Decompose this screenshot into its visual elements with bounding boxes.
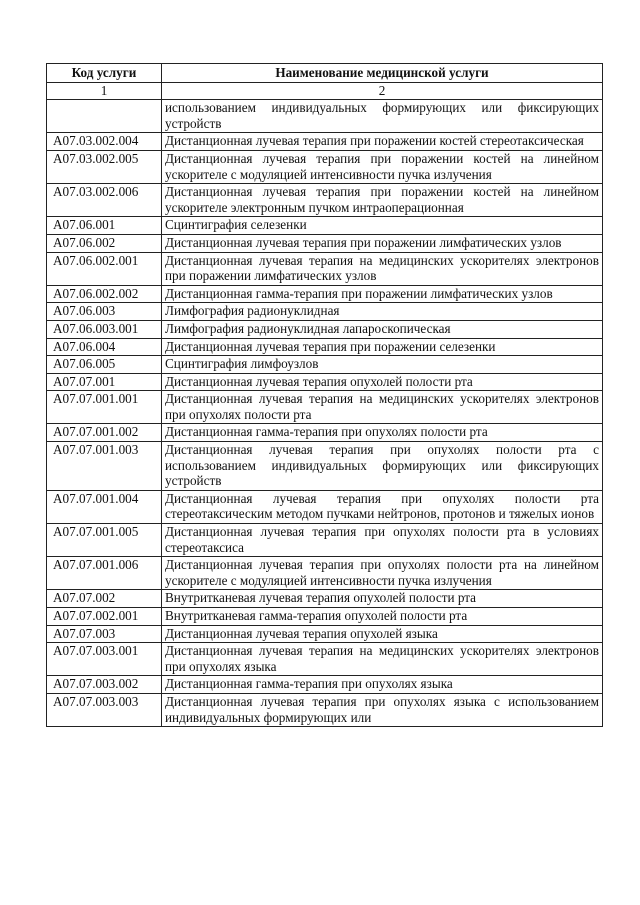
table-row [47,693,603,726]
service-code: A07.06.003 [47,303,162,321]
service-code: A07.07.003 [47,625,162,643]
service-name: Дистанционная лучевая терапия при опухолях полости рта с использованием индивидуальных формирующих или фиксирующих устройств [162,442,603,491]
service-name: Дистанционная лучевая терапия на медицинских ускорителях электронов при опухолях языка [162,643,603,676]
table-row [47,524,603,557]
table-row [47,373,603,391]
table-row [47,590,603,608]
service-name: Сцинтиграфия лимфоузлов [162,356,603,374]
service-code: A07.07.003.002 [47,676,162,694]
service-code: A07.03.002.006 [47,184,162,217]
service-name: Дистанционная лучевая терапия при поражении костей на линейном ускорителе с модуляцией интенсивности пучка излучения [162,150,603,183]
table-row [47,557,603,590]
service-code: A07.07.002.001 [47,608,162,626]
table-row [47,184,603,217]
column-number-row [47,82,603,100]
service-code: A07.06.005 [47,356,162,374]
service-name: Сцинтиграфия селезенки [162,217,603,235]
service-code: A07.07.001 [47,373,162,391]
service-code: A07.07.003.003 [47,693,162,726]
table-row [47,150,603,183]
service-name: Дистанционная лучевая терапия на медицинских ускорителях электронов при опухолях полости рта [162,391,603,424]
table-row [47,338,603,356]
table-row [47,676,603,694]
table-row [47,217,603,235]
table-row [47,625,603,643]
service-name: Дистанционная лучевая терапия при опухолях полости рта в условиях стереотаксиса [162,524,603,557]
service-name: Дистанционная лучевая терапия при опухолях полости рта стереотаксическим методом пучками нейтронов, протонов и тяжелых ионов [162,490,603,523]
document-page [46,63,602,727]
table-row [47,356,603,374]
service-code: A07.03.002.004 [47,133,162,151]
service-code: A07.07.001.003 [47,442,162,491]
service-code [47,100,162,133]
table-row [47,320,603,338]
service-name: Дистанционная лучевая терапия при поражении костей на линейном ускорителе электронным пучком интраоперационная [162,184,603,217]
table-row [47,303,603,321]
table-row [47,442,603,491]
service-name: Дистанционная гамма-терапия при опухолях полости рта [162,424,603,442]
service-code: A07.06.002.002 [47,285,162,303]
service-name: Дистанционная лучевая терапия опухолей полости рта [162,373,603,391]
table-row [47,252,603,285]
service-code: A07.03.002.005 [47,150,162,183]
table-row [47,100,603,133]
service-name: Внутритканевая лучевая терапия опухолей полости рта [162,590,603,608]
service-name: Дистанционная лучевая терапия при опухолях языка с использованием индивидуальных формирующих или [162,693,603,726]
service-name: использованием индивидуальных формирующих или фиксирующих устройств [162,100,603,133]
service-name: Дистанционная лучевая терапия при поражении селезенки [162,338,603,356]
column-number-code: 1 [47,82,162,100]
table-row [47,285,603,303]
table-row [47,133,603,151]
service-name: Дистанционная лучевая терапия при опухолях полости рта на линейном ускорителе с модуляцией интенсивности пучка излучения [162,557,603,590]
service-code: A07.07.001.005 [47,524,162,557]
service-code: A07.07.003.001 [47,643,162,676]
service-code: A07.07.001.006 [47,557,162,590]
service-name: Лимфография радионуклидная [162,303,603,321]
table-row [47,391,603,424]
service-code: A07.07.001.004 [47,490,162,523]
table-row [47,608,603,626]
service-name: Дистанционная гамма-терапия при поражении лимфатических узлов [162,285,603,303]
header-name: Наименование медицинской услуги [162,64,603,83]
service-name: Дистанционная лучевая терапия при поражении лимфатических узлов [162,234,603,252]
service-code: A07.06.004 [47,338,162,356]
services-table [46,63,603,727]
header-code: Код услуги [47,64,162,83]
table-row [47,234,603,252]
table-row [47,424,603,442]
service-code: A07.07.001.002 [47,424,162,442]
service-code: A07.07.001.001 [47,391,162,424]
service-code: A07.06.001 [47,217,162,235]
service-code: A07.06.002.001 [47,252,162,285]
table-row [47,643,603,676]
service-name: Дистанционная лучевая терапия при поражении костей стереотаксическая [162,133,603,151]
table-body [47,100,603,727]
service-code: A07.07.002 [47,590,162,608]
header-row [47,64,603,83]
service-name: Лимфография радионуклидная лапароскопическая [162,320,603,338]
service-code: A07.06.003.001 [47,320,162,338]
column-number-name: 2 [162,82,603,100]
service-name: Дистанционная лучевая терапия опухолей языка [162,625,603,643]
table-row [47,490,603,523]
service-code: A07.06.002 [47,234,162,252]
service-name: Внутритканевая гамма-терапия опухолей полости рта [162,608,603,626]
service-name: Дистанционная гамма-терапия при опухолях языка [162,676,603,694]
service-name: Дистанционная лучевая терапия на медицинских ускорителях электронов при поражении лимфатических узлов [162,252,603,285]
